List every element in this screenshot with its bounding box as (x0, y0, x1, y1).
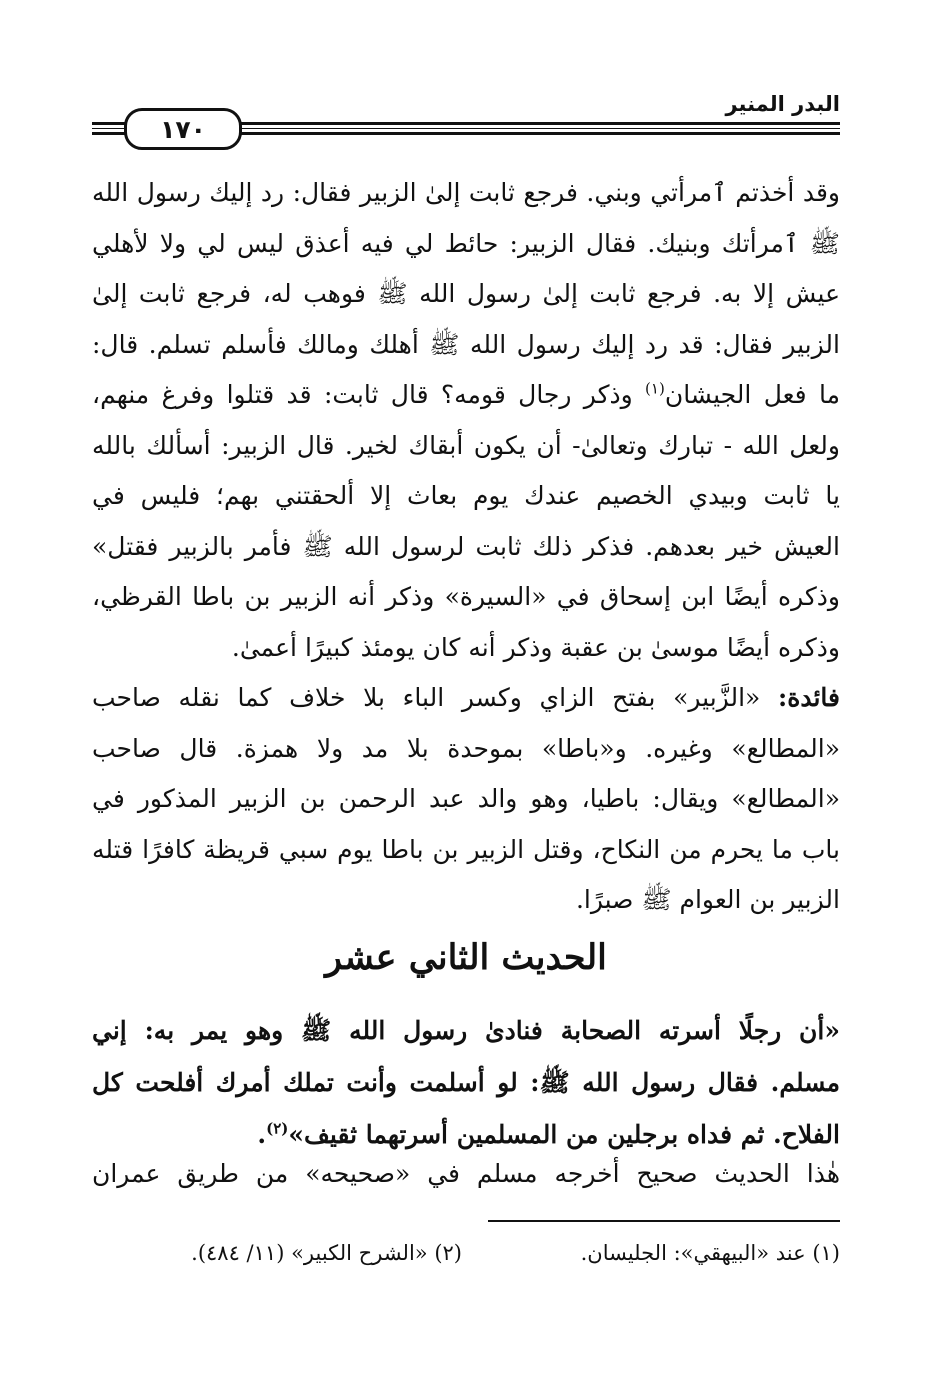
running-header (92, 86, 840, 146)
text-line: يا ثابت وبيدي الخصيم عندك يوم بعاث إلا ألحقتني بهم؛ فليس في (92, 481, 840, 510)
text-segment: الفلاح. ثم فداه برجلين من المسلمين أسرتهما ثقيف» (288, 1120, 840, 1149)
book-title: البدر المنير (725, 92, 840, 116)
faida-label: فائدة: (778, 683, 840, 712)
text-line (92, 673, 840, 724)
footnote-marker: (١) (645, 379, 665, 398)
text-line: وذكره أيضًا موسىٰ بن عقبة وذكر أنه كان يومئذ كبيرًا أعمىٰ. (231, 632, 840, 662)
page-number: ١٧٠ (124, 108, 242, 150)
body-text (92, 168, 840, 926)
text-line: عيش إلا به. فرجع ثابت إلىٰ رسول الله ﷺ فوهب له، فرجع ثابت إلىٰ (92, 279, 840, 308)
text-line: العيش خير بعدهم. فذكر ذلك ثابت لرسول الله ﷺ فأمر بالزبير فقتل» (92, 531, 840, 561)
text-line: ولعل الله - تبارك وتعالىٰ- أن يكون أبقاك لخير. قال الزبير: أسألك بالله (92, 430, 840, 460)
text-line: الزبير فقال: قد رد إليك رسول الله ﷺ أهلك ومالك فأسلم تسلم. قال: (92, 329, 840, 359)
text-line: وذكره أيضًا ابن إسحاق في «السيرة» وذكر أنه الزبير بن باطا القرظي، (92, 582, 840, 611)
footnote-marker: (٢) (266, 1119, 289, 1138)
text-line: وقد أخذتم ٱمرأتي وبني. فرجع ثابت إلىٰ الزبير فقال: رد إليك رسول الله (92, 178, 840, 207)
text-line: باب ما يحرم من النكاح، وقتل الزبير بن باطا يوم سبي قريظة كافرًا قتله (92, 834, 840, 864)
footnote-2: (٢) «الشرح الكبير» (١١/ ٤٨٤). (191, 1241, 462, 1265)
text-segment: ما فعل الجيشان$^{(١)}$ وذكر رجال قومه؟ قال ثابت: قد قتلوا وفرغ منهم، (92, 379, 840, 409)
section-heading: الحديث الثاني عشر (325, 937, 607, 978)
text-line: الزبير بن العوام ﷺ صبرًا. (575, 885, 840, 914)
text-segment: «الزَّبير» بفتح الزاي وكسر الباء بلا خلاف كما نقله صاحب (92, 683, 761, 712)
text-line (92, 370, 840, 421)
footnote-separator (488, 1220, 840, 1222)
hadith-text (92, 1005, 840, 1161)
text-segment: . (257, 1120, 267, 1149)
hadith-line: مسلم. فقال رسول الله ﷺ: لو أسلمت وأنت تملك أمرك أفلحت كل (92, 1068, 840, 1097)
text-line: «المطالع» وغيره. و«باطا» بموحدة بلا مد ولا همزة. قال صاحب (92, 733, 840, 763)
text-line: هٰذا الحديث صحيح أخرجه مسلم في «صحيحه» من طريق عمران (92, 1159, 840, 1188)
hadith-line: «أن رجلًا أسرته الصحابة فنادىٰ رسول الله ﷺ وهو يمر به: إني (92, 1016, 840, 1045)
body-text (92, 1149, 840, 1200)
footnotes (92, 1236, 840, 1270)
text-line: ﷺ ٱمرأتك وبنيك. فقال الزبير: حائط لي فيه أعذق ليس لي ولا لأهلي (92, 228, 840, 258)
text-line: «المطالع» ويقال: باطيا، وهو والد عبد الرحمن بن الزبير المذكور في (92, 784, 840, 813)
footnote-1: (١) عند «البيهقي»: الجليسان. (580, 1241, 840, 1265)
